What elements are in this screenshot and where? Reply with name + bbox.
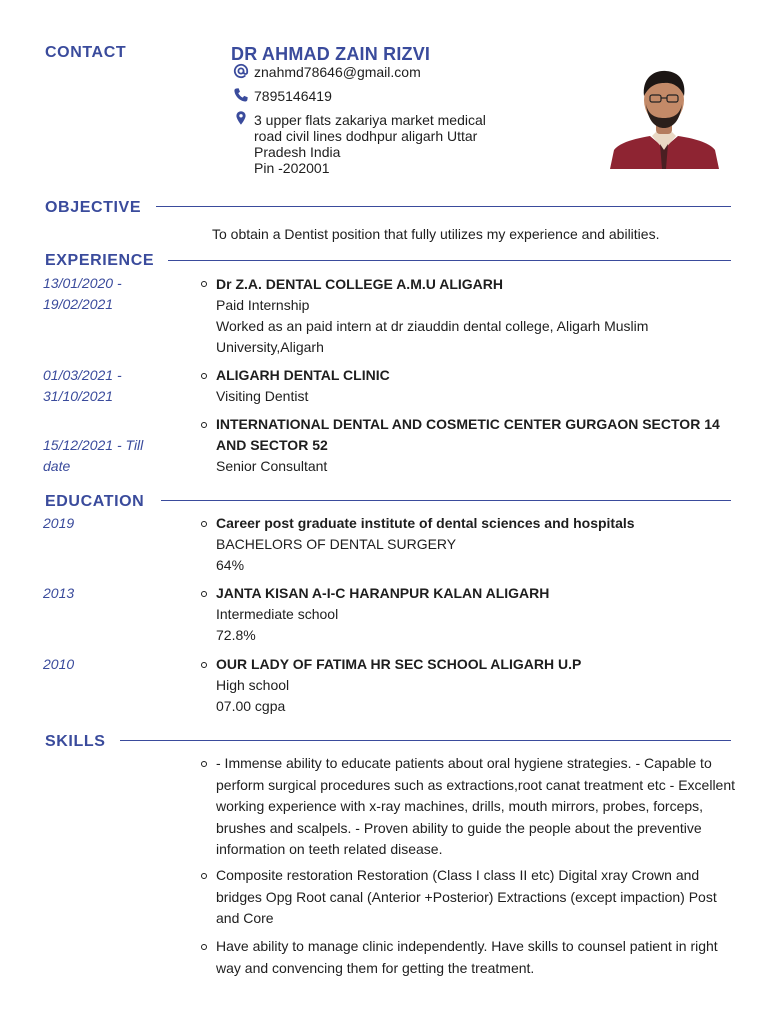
address-line-3: Pradesh India xyxy=(254,144,341,160)
education-score: 72.8% xyxy=(216,627,256,643)
experience-role: Visiting Dentist xyxy=(216,388,309,404)
at-icon xyxy=(233,63,249,79)
profile-photo xyxy=(608,66,721,169)
bullet-icon xyxy=(201,591,207,597)
experience-entry xyxy=(216,365,736,407)
experience-divider xyxy=(168,260,731,261)
experience-entry xyxy=(216,414,736,477)
education-institute: OUR LADY OF FATIMA HR SEC SCHOOL ALIGARH U.P xyxy=(216,656,582,672)
education-degree: Intermediate school xyxy=(216,606,339,622)
skill-item: Composite restoration Restoration (Class I class II etc) Digital xray Crown and bridges Opg Root canal (Anterior +Posterior) Extractions (except impaction) Post and Core xyxy=(216,867,717,926)
contact-title: CONTACT xyxy=(45,44,127,61)
objective-divider xyxy=(156,206,731,207)
bullet-icon xyxy=(201,521,207,527)
education-entry xyxy=(216,654,736,717)
bullet-icon xyxy=(201,761,207,767)
experience-date: 15/12/2021 - Till date xyxy=(43,437,144,474)
skill-item: - Immense ability to educate patients about oral hygiene strategies. - Capable to perform surgical procedures such as extractions,root canat treatment etc - Excellent working experience with x-ray machines, drills, mouth mirrors, probes, forceps, brushes and scalpels. - Proven ability to guide the people about the preventive information on teeth related disease. xyxy=(216,755,736,857)
experience-role: Paid Internship xyxy=(216,297,310,313)
candidate-name: DR AHMAD ZAIN RIZVI xyxy=(231,44,431,64)
address-line-1: 3 upper flats zakariya market medical xyxy=(254,112,486,128)
objective-title: OBJECTIVE xyxy=(45,199,142,216)
experience-title: EXPERIENCE xyxy=(45,252,155,269)
bullet-icon xyxy=(201,662,207,668)
objective-text: To obtain a Dentist position that fully utilizes my experience and abilities. xyxy=(212,226,660,242)
experience-org: INTERNATIONAL DENTAL AND COSMETIC CENTER GURGAON SECTOR 14 AND SECTOR 52 xyxy=(216,416,720,453)
address-line-2: road civil lines dodhpur aligarh Uttar xyxy=(254,128,478,144)
bullet-icon xyxy=(201,873,207,879)
education-divider xyxy=(161,500,731,501)
education-institute: JANTA KISAN A-I-C HARANPUR KALAN ALIGARH xyxy=(216,585,550,601)
education-title: EDUCATION xyxy=(45,493,145,510)
bullet-icon xyxy=(201,422,207,428)
bullet-icon xyxy=(201,944,207,950)
experience-date: 13/01/2020 - 19/02/2021 xyxy=(43,275,122,312)
education-entry xyxy=(216,583,736,646)
education-score: 07.00 cgpa xyxy=(216,698,286,714)
education-year: 2019 xyxy=(43,515,75,531)
experience-role: Senior Consultant xyxy=(216,458,328,474)
skill-item: Have ability to manage clinic independently. Have skills to counsel patient in right way and convencing them for getting the treatment. xyxy=(216,938,718,976)
education-degree: High school xyxy=(216,677,290,693)
bullet-icon xyxy=(201,373,207,379)
skills-divider xyxy=(120,740,731,741)
education-score: 64% xyxy=(216,557,245,573)
experience-entry xyxy=(216,274,736,358)
phone-icon xyxy=(233,87,249,103)
education-institute: Career post graduate institute of dental sciences and hospitals xyxy=(216,515,635,531)
experience-org: ALIGARH DENTAL CLINIC xyxy=(216,367,390,383)
location-pin-icon xyxy=(233,110,249,126)
experience-date: 01/03/2021 - 31/10/2021 xyxy=(43,367,122,404)
skills-title: SKILLS xyxy=(45,733,106,750)
address-line-4: Pin -202001 xyxy=(254,160,330,176)
education-degree: BACHELORS OF DENTAL SURGERY xyxy=(216,536,457,552)
education-year: 2013 xyxy=(43,585,75,601)
experience-org: Dr Z.A. DENTAL COLLEGE A.M.U ALIGARH xyxy=(216,276,503,292)
phone-text: 7895146419 xyxy=(254,88,332,104)
experience-desc: Worked as an paid intern at dr ziauddin dental college, Aligarh Muslim University,Aligarh xyxy=(216,318,649,355)
education-entry xyxy=(216,513,736,576)
email-text: znahmd78646@gmail.com xyxy=(254,64,421,80)
education-year: 2010 xyxy=(43,656,75,672)
bullet-icon xyxy=(201,281,207,287)
